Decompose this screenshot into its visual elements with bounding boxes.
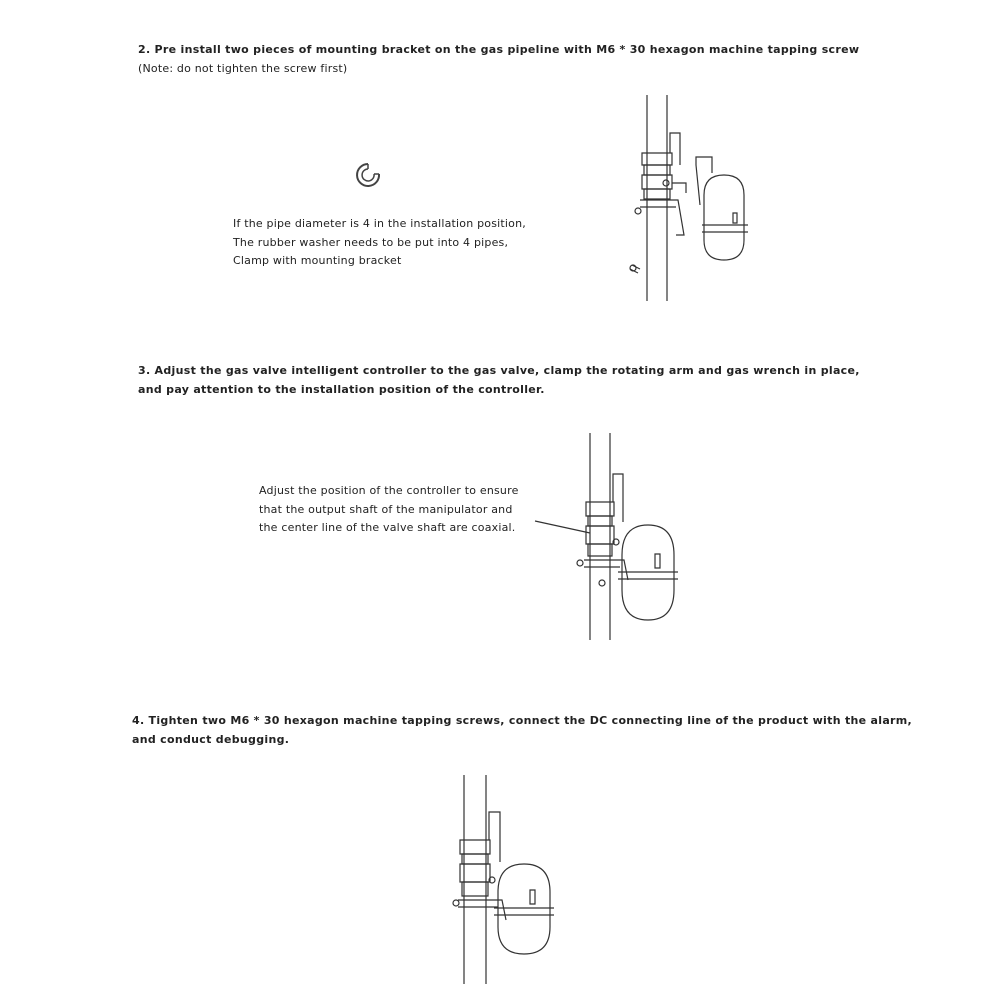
step2-instruction-line: Clamp with mounting bracket: [233, 254, 402, 267]
step4-title-line: and conduct debugging.: [132, 733, 290, 746]
step2-note: (Note: do not tighten the screw first): [138, 62, 348, 75]
step2-instructions: [233, 215, 526, 271]
step4-title-line: 4. Tighten two M6 * 30 hexagon machine tapping screws, connect the DC connecting line of the product with the alarm,: [132, 714, 913, 727]
step2-instruction-line: If the pipe diameter is 4 in the installation position,: [233, 217, 526, 230]
step3-illustration: [520, 430, 700, 645]
step2-illustration: [620, 95, 760, 305]
step3-instruction-line: the center line of the valve shaft are coaxial.: [259, 521, 516, 534]
step3-instruction-line: Adjust the position of the controller to ensure: [259, 484, 519, 497]
step4-illustration: [440, 772, 570, 987]
step3-instruction-line: that the output shaft of the manipulator and: [259, 502, 513, 516]
step2-title: 2. Pre install two pieces of mounting bracket on the gas pipeline with M6 * 30 hexagon machine tapping screw: [138, 43, 860, 56]
rubber-washer-icon: [350, 160, 386, 192]
step3-instructions: [259, 482, 519, 538]
step3-title: [138, 361, 860, 399]
step2-instruction-line: The rubber washer needs to be put into 4 pipes,: [233, 235, 509, 249]
step3-title-line: 3. Adjust the gas valve intelligent controller to the gas valve, clamp the rotating arm and gas wrench in place,: [138, 364, 860, 377]
step3-title-line: and pay attention to the installation position of the controller.: [138, 383, 545, 396]
step4-title: [132, 711, 912, 749]
